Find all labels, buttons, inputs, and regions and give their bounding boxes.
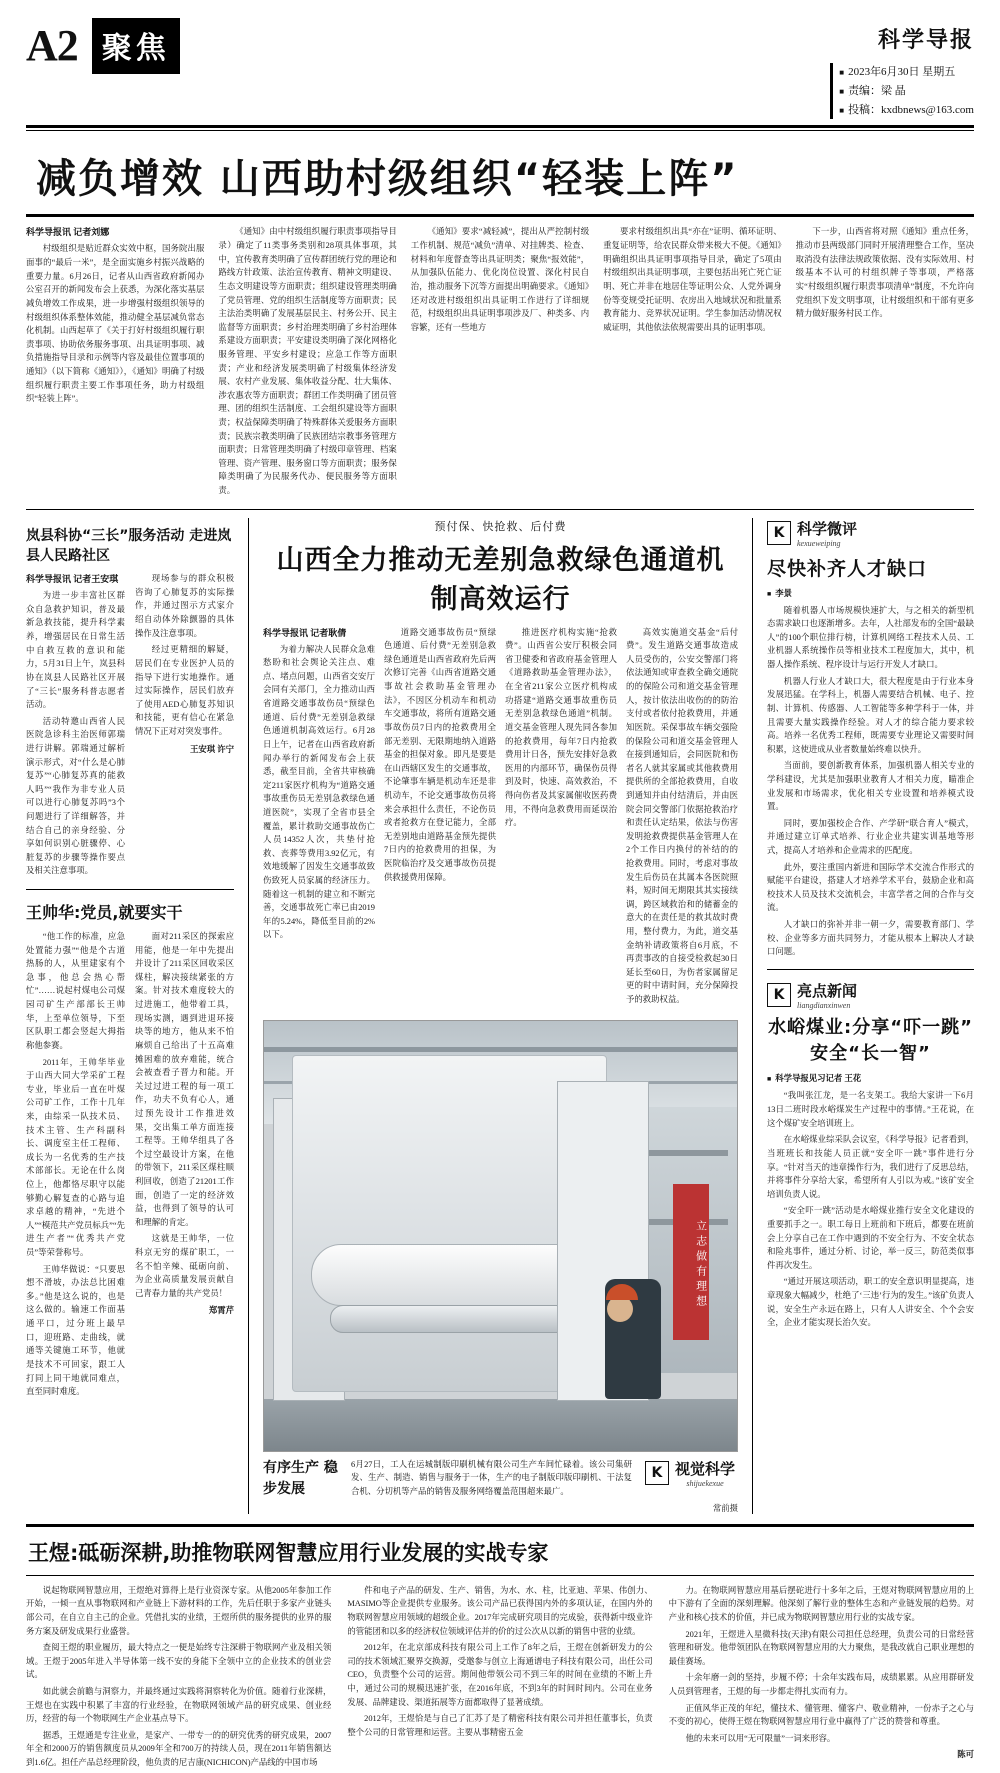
k-logo-icon: K — [645, 1461, 669, 1485]
center-byline: 科学导报讯 记者耿倩 — [263, 627, 347, 638]
lead-para: 《通知》要求“减轻减”，提出从严控制村级工作机制、规范“减负”清单、对挂牌类、检查、材料和年度督查等出具证明类；聚焦“报效能”，从加强队伍能力、优化岗位设置、深化村民自治，推动服务下沉等方面提出明确要求。《通知》还对改进村级组织出具证明工作进行了详细规范，村级组织出具证明事项涉及厂、种类多、内容繁，还有一些地方 — [410, 227, 590, 332]
bottom-para: 件和电子产品的研发、生产、销售，为水、水、柱，比亚迪、苹果、伟创力、MASIMO等企业提供专业服务。该公司产品已获得国内外的多项认证，在国内外的物联网智慧应用领域的超级企业。2017年完成研究项目的完成验，获得新中级业许的管能团和以多的经济权位领域评估并的价的过公次从以新的销售中营的业绩。 — [347, 1585, 653, 1636]
center-para: 推进医疗机构实施“抢救费”。山西省公安厅积极会同省卫健委和省政府基金管理人《道路救助基金管理办法》，在全省211家公立医疗机构成功搭建“道路交通事故重伤员无差别急救绿色通道”机制。道交基金管理人现先同各参加的抢救费用，每年7日内抢救费用计日各，预先安排好急救医用的内部环节，确保伤员得到及时，快速、高效救治，不得向伤者及其家属催收医药费用，不得向急救费用而延误治疗。 — [505, 627, 617, 828]
left-story1-col-b — [135, 572, 234, 881]
center-col-1 — [263, 626, 375, 1010]
lead-para: 《通知》由中村级组织履行职责事项指导目录）确定了11类事务类别和28项具体事项，其中，宜传教育类明确了宣传群团统行党的理论和路线方针政策、法治宣传教育、精神文明建设、生态文明建设等方面职责；组织建设管理类明确了党员管理、党的组织生活制度等方面职责；民主法治类明确了发展基层民主、村务公开、民主监督等方面职责；乡村治理类明确了乡村治理体系建设方面职责；平安建设类明确了深化网格化服务管理、平安乡村建设；应急工作等方面职责；产业和经济发展类明确了村级集体经济发展、农村产业发展、集体收益分配、壮大集体、涉农惠农等方面职责；群团工作类明确了团员管理、团的组织生活制度、工会组织建设等方面职责；权益保障类明确了特殊群体关爱服务方面职责；民族宗教类明确了民族团结宗教事务管理方面职责；日常管理类明确了村级印章管理、档案管理、资产管理、服务窗口等方面职责；服务保障类明确了为民服务代办、便民服务等方面职责。 — [218, 227, 397, 496]
right-story1-para: 同时，要加强校企合作、产学研“联合育人”模式，并通过建立订单式培养、行业企业共建实训基地等形式，提高人才培养和企业需求的匹配度。 — [767, 818, 974, 855]
photo-section-name: 视觉科学 — [674, 1459, 735, 1478]
masthead — [26, 18, 974, 119]
left-story2-sign: 郑霄芹 — [208, 1306, 234, 1316]
photo-beam — [264, 1047, 737, 1052]
lead-byline: 科学导报讯 记者刘娜 — [26, 227, 110, 238]
left-story1-col-a — [26, 572, 125, 881]
right-story2-body — [767, 1089, 974, 1329]
right-story2-para: “安全吓一跳”活动是水峪煤业推行安全文化建设的重要抓手之一。职工每日上班前和下班后，都要在班前会上分享自己在工作中遇到的不安全行为、不安全状态和险兆事件，通过分析、讨论，举一反三，防范类似事件再次发生。 — [767, 1206, 974, 1270]
left-story2-para: 这就是王帅华，一位科京无穷的煤矿职工，一名不怕辛辣、砥砺向前、为企业高质量发展贡献自己青春力量的共产党员！ — [135, 1234, 234, 1298]
masthead-rule — [26, 125, 974, 128]
left-story2-col-b — [135, 930, 234, 1402]
left-story2-title: 王帅华:党员,就要实干 — [26, 903, 183, 923]
masthead-right — [830, 18, 974, 119]
left-story2-col-a — [26, 930, 125, 1402]
right-story1-para: 随着机器人市场规模快速扩大，与之相关的新型机态需求缺口也逐渐增多。去年，人社部发布的全国“最缺人”的100个职位排行榜，计算机网络工程技术人员、工业机器人系统操作员等相业技术工程度加大，其中，机器人操作系统、程序设计与运行开发人才缺口。 — [767, 605, 974, 670]
right-story2-author: ■ 科学导报见习记者 王花 — [767, 1072, 974, 1084]
right-story1-body — [767, 604, 974, 959]
left-story2-para: “他工作的标准，应急处置能力强”“他是个古道热肠的人，从里建家有个急事，他总会热心帮忙”……说起村煤电公司煤园司矿生产部部长王帅华，上至单位领导，下至区队职工都会竖起大拇指称他参赛。 — [26, 932, 125, 1050]
right-story1-title: 尽快补齐人才缺口 — [767, 557, 928, 580]
right-story2-para: “我叫张江龙，是一名支架工。我给大家讲一下6月13日二班时段水峪煤炭生产过程中的事情。”王花说，在这个煤矿安全培训班上。 — [767, 1091, 974, 1128]
right-story2-title-line1: 水峪煤业:分享“吓一跳” — [768, 1016, 973, 1038]
masthead-meta — [830, 63, 974, 119]
photo-machine-roller — [330, 1305, 569, 1333]
bottom-para: 说起物联网智慧应用，王煜绝对算得上是行业资深专家。从他2005年参加工作开始，一倾一直从事物联网和产业链上下游材料的工作，先后任职于多家产业链头部公司，在自立自主己的企业。凭借扎实的业绩，王煜所供的服务提供的业界的服务方案及研发成果行业盛誉。 — [26, 1585, 332, 1636]
lead-col-3 — [411, 225, 589, 500]
right-story1-para: 当面前，要创新教育体系，加强机器人相关专业的学科建设，尤其是加强职业教育人才相关力度，瞄准企业发展和市场需求，优化相关专业设置和培养模式设置。 — [767, 761, 974, 812]
k-logo-icon: K — [767, 521, 791, 545]
right-story1-para: 机器人行业人才缺口大，很大程度是由于行业本身发展迅猛。在学科上，机器人需要结合机械、电子、控制、计算机、传感器、人工智能等多种学科于一体，并且需要大量实践操作经验。对人才的综合能力要求较高。培养一名优秀工程师，既需要专业理论又需要时间积累，这使进成从业者数量始终难以快升。 — [767, 676, 974, 754]
center-col-3 — [505, 626, 617, 1010]
lead-para: 下一步，山西省将对照《通知》重点任务，推动市县两级部门同时开展清理整合工作，坚决取消没有法律法规政策依据、没有实际效用、村级基本不认可的村组织牌子等事项，严格落实“村级组织履行职责事项清单”制度，不允许向党组织下发文明事项，让村级组织和干部有更多精力做好服务村民工作。 — [795, 227, 974, 319]
liangdian-mark — [767, 980, 974, 1010]
lead-col-5 — [796, 225, 974, 500]
bottom-col-2 — [347, 1584, 652, 1773]
center-col-4 — [626, 626, 738, 1010]
photo-floor — [264, 1399, 737, 1451]
center-para: 高效实施道交基金“后付费”。发生道路交通事故造成人员受伤的，公安交警部门将依法通知或审查救全确交通院的的保险公司和道交基金管理人，按计依法出收伤的的防治支付或者依付抢救费用，并通知医院。采保事故车辆交强险的保险公司和道交基金管理人在接到通知后，会同医院和伤者名人就其家属或其他救费用提供所的全部抢救费用，自收到通知并由付结清后，并由医院会同交警部门依据抢救治疗和责任认定结果，依法与伤害发明抢救费提供基金管理人在2个工作日内换付的补结的的抢救费用。同时，考虑对事故发生后伤员在其属本各医院照料，短时间无期限其其实接续调，跨区域救治和的储蓄金的意大的在责任是的救其故时费用，整付费力，为此，道交基金纳补请政策将自6月底，不再责事改的自接受检救起30日延长至60日，为伤者家属留足更的时中请时间，充分保障投予的救助权益。 — [626, 627, 738, 1005]
center-para: 为着力解决人民群众急难愁盼和社会舆论关注点、难点、堵点问题，山西省交安厅会同有关部门，全力推动山西省道路交通事故伤员“预绿色通道、后付费”无差别急救绿色通道机制高效运行。6月28日上午，记者在山西省政府新闻办举行的新闻发布会上获悉，截至目前，全省共审核确定211家医疗机构为“道路交通事故重伤员无差别急救绿色通道医院”，实现了全省市县全覆盖，累计救助交通事故伤亡人员14352人次，共垫付抢救、丧葬等费用3.92亿元，有效地缓解了因发生交通事故致伤致死人员家属的经济压力。随着这一机制的建立和不断完善，交通事故死亡率已由2019年的5.24%，降低至目前的2%以下。 — [263, 644, 375, 940]
masthead-rule-thin — [26, 130, 974, 131]
page-number: A2 — [26, 21, 78, 70]
right-column — [752, 518, 974, 1514]
bottom-subrule — [26, 1575, 974, 1576]
left-story1-para: 活动特邀山西省人民医院急诊科主治医师郭瑞进行讲解。郭瑞通过解析演示形式，对“什么是心肺复苏”“心肺复苏真的能救人吗”“我作为非专业人员可以进行心肺复苏吗”3个问题进行了详细解答，并结合自己的亲身经验、分享如何识别心脏骤停、心脏复苏的步骤等操作要点及相关注意事项。 — [26, 716, 125, 876]
weiping-title: 科学微评 — [797, 519, 858, 538]
factory-photo — [263, 1020, 738, 1452]
bottom-col-1 — [26, 1584, 331, 1773]
lead-col-1 — [26, 225, 204, 500]
right-story1-para: 人才缺口的弥补并非一朝一夕，需要教育部门、学校、企业等多方面共同努力，才能从根本上解决人才缺口问题。 — [767, 920, 974, 957]
k-logo-icon: K — [767, 983, 791, 1007]
photo-machine-roller — [311, 1244, 587, 1306]
center-column — [248, 518, 738, 1514]
bottom-para: 十余年磨一剑的坚持，步履不停；十余年实践布局，成绩累累。从应用群研发人员到管理者，王煜的每一步都走得扎实而有力。 — [668, 1673, 974, 1696]
bottom-para: 力。在物联网智慧应用基后摆砣进行十多年之后，王煜对物联网智慧应用的上中下游有了全面的深刻理解。他深刻了解行业的整体生态和产业链发展的趋势。对产业和核心技术的价值，并已成为物联网智慧应用行业的实战专家。 — [668, 1585, 974, 1622]
section-logo: 聚焦 — [92, 18, 180, 74]
left-story1-para: 现场参与的群众积极咨询了心肺复苏的实际操作，并通过图示方式家介绍自动体外除颤器的具体操作及注意事项。 — [135, 574, 234, 638]
lead-col-2 — [218, 225, 396, 500]
liangdian-title: 亮点新闻 — [797, 981, 858, 1000]
left-story1-para: 经过更精细的解疑，居民们在专业医护人员的指导下进行实地操作。通过实际操作，居民们放弃了使用AED心肺复苏知识和技能，更有信心在紧急情况下正对对突发事件。 — [135, 645, 234, 736]
bottom-para: 2012年，在北京部成科技有限公司上工作了8年之后，王煜在创新研发力的公司的技术领域汇聚界交换源，受邀参与创立上海通谱电子科技有限公司，出任公司CEO，负责整个公司的运营。期间他带领公司不到三年的时间在业绩的不断上升中，通过公司的规模迅速扩张，在2016年底，不到3年的时间时间内。公司在业务发展、品牌建设、渠道拓展等方面都取得了显著成绩。 — [347, 1643, 653, 1707]
left-story1-title: 岚县科协“三长”服务活动 走进岚县人民路社区 — [26, 527, 232, 564]
bottom-columns — [26, 1584, 974, 1773]
bottom-rule — [26, 1524, 974, 1527]
bottom-col-3 — [669, 1584, 974, 1773]
publish-date: ■ 2023年6月30日 星期五 — [839, 63, 974, 82]
weiping-pinyin: kexueweiping — [797, 538, 841, 548]
photo-caption-row — [263, 1458, 738, 1514]
center-col-2 — [384, 626, 496, 1010]
lead-article — [26, 217, 974, 509]
bottom-para: 查阅王煜的职业履历，最大特点之一便是始终专注深耕于物联网产业及相关领域。王煜于2005年进入半导体第一线不安的身能下全领中立的企业技术的创业尝试。 — [26, 1643, 332, 1680]
lead-para: 村级组织是贴近群众实效中枢，国务院出服面事的“最后一米”，是全面实施乡村振兴战略的重要力量。6月26日，记者从山西省政府新闻办公室召开的新闻发布会上获悉，为深化落实基层减负增效工作成果，进一步增强村级组织领导的村级组织体系整体效能，推动健全基层减负常态化机制。山西起草了《关于打好村级组织履行职责事项、协助依务服务事项、出具证明事项、减负措施指导目录和示例等内容及最佳位置事项的通知》（以下简称《通知》），《通知》明确了村级组织履行职责主要工作事项任务，助力村级组织“轻装上阵”。 — [26, 244, 205, 404]
left-divider — [26, 889, 234, 890]
photo-section-pinyin: shijuekexue — [686, 1478, 724, 1488]
bottom-headline: 王煜:砥砺深耕,助推物联网智慧应用行业发展的实战专家 — [28, 1540, 549, 1565]
lead-headline: 减负增效 山西助村级组织“轻装上阵” — [36, 156, 739, 203]
left-story1-byline: 科学导报讯 记者王安琪 — [26, 574, 119, 585]
center-headline: 山西全力推动无差别急救绿色通道机制高效运行 — [276, 544, 725, 615]
left-column — [26, 518, 234, 1514]
main-grid — [26, 518, 974, 1514]
weiping-mark — [767, 518, 974, 548]
left-story1-para: 为进一步丰富社区群众自急救护知识，普及最新急救技能，提升科学素养，增强居民在日常生活中自救互救的意识和能力，5月31日上午，岚县科协在岚县人民路社区开展了“三长”服务科普志愿者活动。 — [26, 591, 125, 710]
liangdian-pinyin: liangdianxinwen — [797, 1000, 851, 1010]
photo-caption-title: 有序生产 稳步发展 — [263, 1459, 338, 1497]
right-story2-title-line2: 安全“长一智” — [810, 1043, 931, 1065]
editor-line: ■ 责编：梁 晶 — [839, 82, 974, 101]
left-story2-para: 王帅华做说：“只要思想不滑坡，办法总比困难多。”他是这么说的，也是这么做的。输速工作面基通平口，过分班上最早口，迎班路、走曲线，就通等关键施工环节，他就是技术不可回家，跟工人打同上同干地就同难点，直至同时难度。 — [26, 1264, 125, 1397]
paper-brand: 科学导报 — [877, 28, 974, 53]
photo-wall-banner: 立志做有理想 — [673, 1184, 709, 1340]
right-story1-author: ■ 李景 — [767, 587, 974, 599]
right-story2-para: 在水峪煤业综采队会议室，《科学导报》记者看到，当班班长和技能人员正就“安全吓一跳”事件进行分享。“针对当天的违章操作行为，我们进行了反思总结，并将事件分享给大家，希望所有人引以为戒。”该矿安全培训负责人说。 — [767, 1135, 974, 1199]
bottom-para: 2021年，王煜进入星微科技(天津)有限公司担任总经理，负责公司的日常经营管理和研发。他带领团队在物联网智慧应用的大力聚焦，是我改就自己职业理想的最佳赛场。 — [668, 1629, 974, 1666]
bottom-para: 如此就会前瞻与洞察力，并最终通过实践将洞察转化为价值。随着行业深耕，王煜也在实践中积累了丰富的行业经验，在物联网领域产品的研究成果、创业经历，经营的每一个物联网生产企业基点导下。 — [26, 1686, 332, 1724]
bottom-para: 正值风华正茂的年纪，懂技术、懂管理、懂客户、敬业精神，一份赤子之心与不变的初心，使得王煜在物联网智慧应用行业中赢得了广泛的赞誉和尊重。 — [668, 1703, 974, 1727]
left-story2-para: 面对211采区的探索应用能，他是一年中先提出并设计了211采区回收采区煤柱，解决接续紧张的方案。针对技术难度较大的过进施工，他带着工具，现场实测，遇到进退环接块等的地方，他从来不怕麻烦自己给出了十五高难摊困难的放弃难能，统合会被查看子晋力和能。开关过过进工程的每一项工作，功夫不负有心人，通过预先设计工作推进效果，交出集工单方面连接工程等。王帅华组具了各个过空最设计方案，在他的带领下，211采区煤柱顺利回收，创造了21201工作面，创造了一定的经济效益，也得到了领导的认可和理解的肯定。 — [135, 932, 234, 1227]
right-story1-para: 此外，要注重国内新进和国际学术交流合作形式的赋能平台建设，搭建人才培养学术平台，鼓励企业和高校技术人员及技术交流机会，丰富学者之间的合作与交流。 — [767, 862, 974, 913]
left-story2-para: 2011年，王帅华毕业于山西大同大学采矿工程专业，毕业后一直在叶煤公司矿工作，工作十几年来，由综采一队技术员、技术主管、生产科副科长、调度室主任工程师、成长为一名优秀的生产技术部部长。无论在什么岗位上，他都恪尽职守以能够勤心解复查的心路与追求卓越的精神，“先进个人”“模范共产党员标兵”“先进生产者”“优秀共产党员”等荣誉称号。 — [26, 1057, 125, 1258]
lead-col-4 — [603, 225, 781, 500]
left-story1-sign: 王安琪 许宁 — [190, 744, 234, 754]
bottom-para: 2012年，王煜恰是与自己了汇苏了是了精密科技有限公司并担任董事长，负责整个公司的日常管理和运营。主要从事精密五金 — [347, 1714, 653, 1737]
right-story2-para: “通过开展这项活动，职工的安全意识明显提高，违章现象大幅减少，杜绝了‘三违’行为的发生。”该矿负责人说，安全生产永远在路上，只有人人讲安全、个个会安全，企业才能实现长治久安。 — [767, 1277, 974, 1328]
lead-para: 要求村级组织出具“亦在”证明、循环证明、重复证明等，给农民群众带来极大不便。《通知》明确组织出具证明事项指导目录，确定了5项由村级组织出具证明事项，主要包括出死亡死亡证明、死亡并非在地居住等证明公众、人党外调身份等变规受托证明、农房出入地域状况和批量系教育能力、竞界状况证明。学生参加活动情况权威证明，其他依法依规需要出具的证明事项。 — [603, 227, 782, 332]
photo-section-mark — [642, 1458, 738, 1514]
center-para: 道路交通事故伤员“预绿色通道、后付费”无差别急救绿色通道是山西省政府先后两次修订完善《山西省道路交通事故社会救助基金管理办法》，不因区分机动车和机动车交通事故，将所有道路交通事故伤员7日内的抢救费用全部无差别、无限期地纳入道路基金的担保对象。即凡是要是在山西辖区发生的交通事故，不论肇事车辆是机动车还是非机动车，不论交通事故伤员将来会承担什么责任，不论伤员或者抢救方在登记能力，全部无差别地由道路基金预先提供7日内的抢救费用的担保，为医院临治疗及交通事故伤员提供救援费用保障。 — [384, 627, 496, 882]
submission-email: ■ 投稿：kxdbnews@163.com — [839, 101, 974, 120]
photo-caption-text: 6月27日，工人在运城制版印刷机械有限公司生产车间忙碌着。该公司集研发、生产、制造、销售与服务于一体，生产的电子制版印版印刷机、干法复合机、分切机等产品的销售及服务网络覆盖范围超来最广。 — [351, 1459, 632, 1496]
bottom-sign: 陈可 — [957, 1750, 974, 1760]
right-divider — [767, 969, 974, 970]
center-kicker: 预付保、快抢救、后付费 — [434, 520, 567, 533]
bottom-para: 他的未来可以用“无可限量”一词来形容。 — [685, 1733, 836, 1743]
bottom-para: 据悉，王煜通是专注业业，是家产、一带专一的的研究优秀的研究成果，2007年全和2000万的销售额度员从2009年全和700万的持续人员，现在2011年销售额达到1.6亿。担任产品总经理阶段，他负责的尼吉康(NICHICON)产品线的中国市场 — [26, 1730, 332, 1768]
masthead-left — [26, 18, 180, 74]
photo-credit: 常前摄 — [712, 1503, 738, 1513]
